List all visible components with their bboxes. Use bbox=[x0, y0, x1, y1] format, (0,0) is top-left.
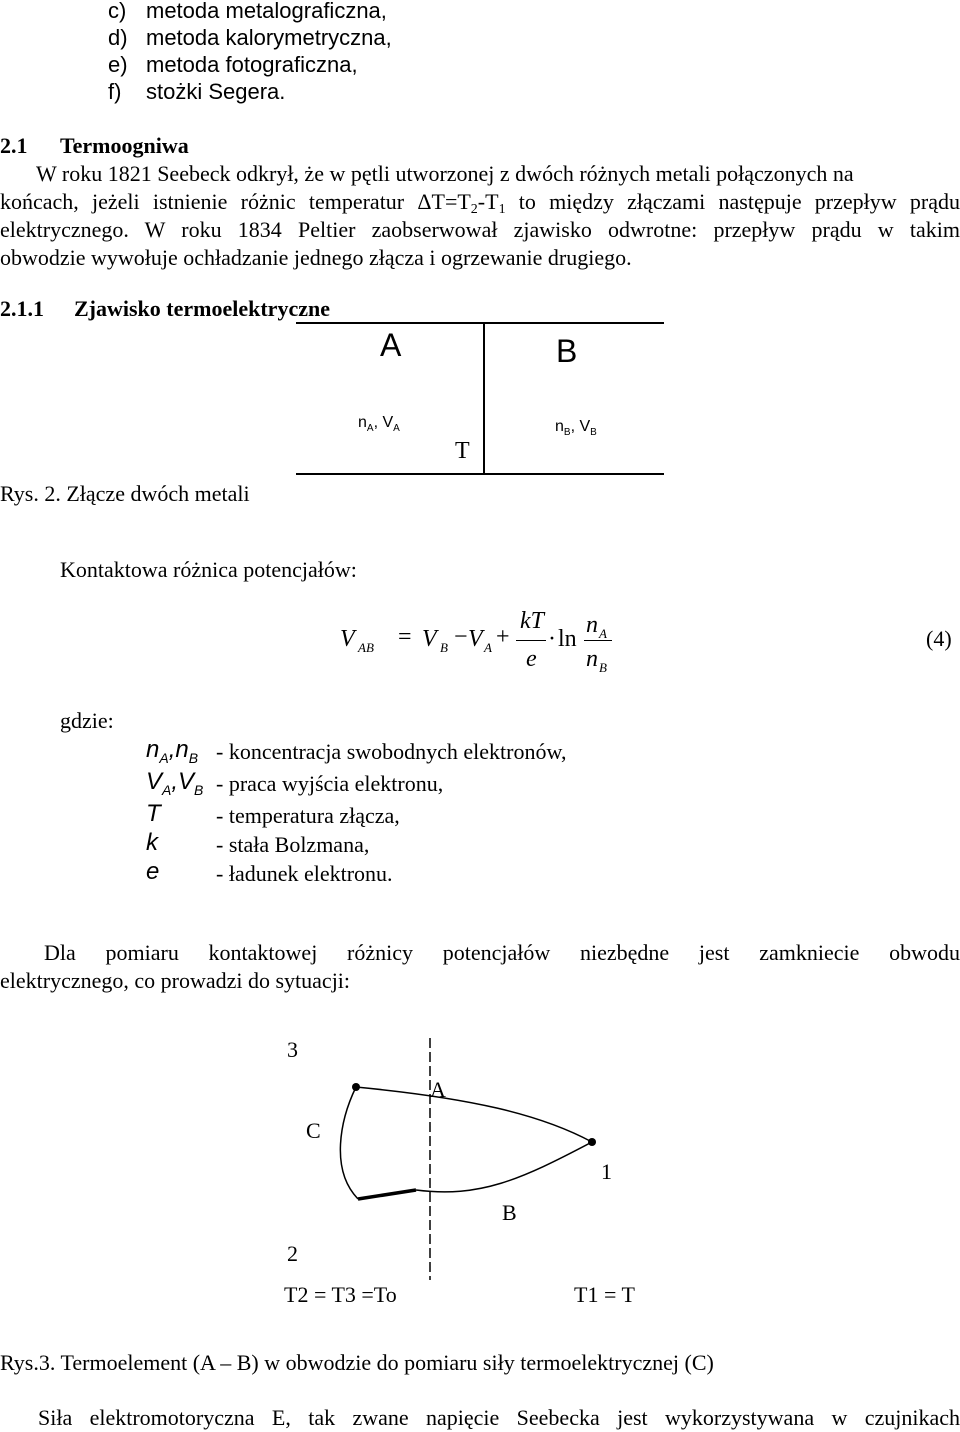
wire-a-label: A bbox=[430, 1077, 446, 1102]
lead-wire bbox=[358, 1190, 416, 1199]
conductor-b bbox=[416, 1142, 592, 1192]
junction-diagram bbox=[0, 0, 960, 520]
list-item: d) metoda kalorymetryczna, bbox=[108, 25, 392, 50]
section-heading: 2.1 Termoogniwa bbox=[0, 133, 189, 158]
conductor-c bbox=[340, 1087, 358, 1199]
metal-a-params: $n_A$, $V_A$ bbox=[358, 414, 400, 435]
paragraph-line: elektrycznego, co prowadzi do sytuacji: bbox=[0, 968, 351, 993]
paragraph-line: końcach, jeżeli istnienie różnic temperatur $\Delta T=T_2-T_1$ to między złączami następuje przepływ prądu bbox=[0, 189, 960, 217]
metal-b-params: $n_B$, $V_B$ bbox=[555, 418, 597, 439]
thermocouple-diagram bbox=[0, 1030, 960, 1290]
wire-c-label: C bbox=[306, 1118, 321, 1143]
contact-label: Kontaktowa różnica potencjałów: bbox=[60, 557, 357, 582]
list-item: c) metoda metalograficzna, bbox=[108, 0, 387, 23]
figure-caption: Rys. 2. Złącze dwóch metali bbox=[0, 481, 250, 506]
paragraph-line: Siła elektromotoryczna E, tak zwane napięcie Seebecka jest wykorzystywana w czujnikach bbox=[38, 1405, 960, 1430]
list-item: f) stożki Segera. bbox=[108, 79, 286, 104]
subsection-heading: 2.1.1 Zjawisko termoelektryczne bbox=[0, 296, 330, 321]
paragraph-line: obwodzie wywołuje ochładzanie jednego złącza i ogrzewanie drugiego. bbox=[0, 245, 632, 270]
point-3-label: 3 bbox=[287, 1037, 298, 1062]
conductor-a bbox=[356, 1087, 592, 1142]
point-1-label: 1 bbox=[601, 1159, 612, 1184]
paragraph-line: Dla pomiaru kontaktowej różnicy potencjałów niezbędne jest zamkniecie obwodu bbox=[44, 940, 960, 965]
equation: V AB = V B − V A + kT e · ln n A n B (4) bbox=[340, 608, 952, 675]
metal-a-label: A bbox=[380, 327, 402, 363]
paragraph-line: elektrycznego. W roku 1834 Peltier zaobserwował zjawisko odwrotne: przepływ prądu w takim bbox=[0, 217, 960, 242]
point-2-label: 2 bbox=[287, 1241, 298, 1266]
metal-b-label: B bbox=[556, 333, 578, 369]
temperature-right: T1 = T bbox=[574, 1282, 635, 1307]
where-label: gdzie: bbox=[60, 708, 114, 733]
junction-1 bbox=[588, 1138, 596, 1146]
wire-b-label: B bbox=[502, 1200, 517, 1225]
temperature-left: T2 = T3 =To bbox=[284, 1282, 397, 1307]
junction-3 bbox=[352, 1083, 360, 1091]
paragraph-line: W roku 1821 Seebeck odkrył, że w pętli utworzonej z dwóch różnych metali połączonych na bbox=[36, 161, 854, 186]
equation-number: (4) bbox=[926, 626, 952, 651]
temperature-label: T bbox=[455, 438, 470, 464]
list-item: e) metoda fotograficzna, bbox=[108, 52, 358, 77]
figure-caption: Rys.3. Termoelement (A – B) w obwodzie do pomiaru siły termoelektrycznej (C) bbox=[0, 1350, 714, 1375]
